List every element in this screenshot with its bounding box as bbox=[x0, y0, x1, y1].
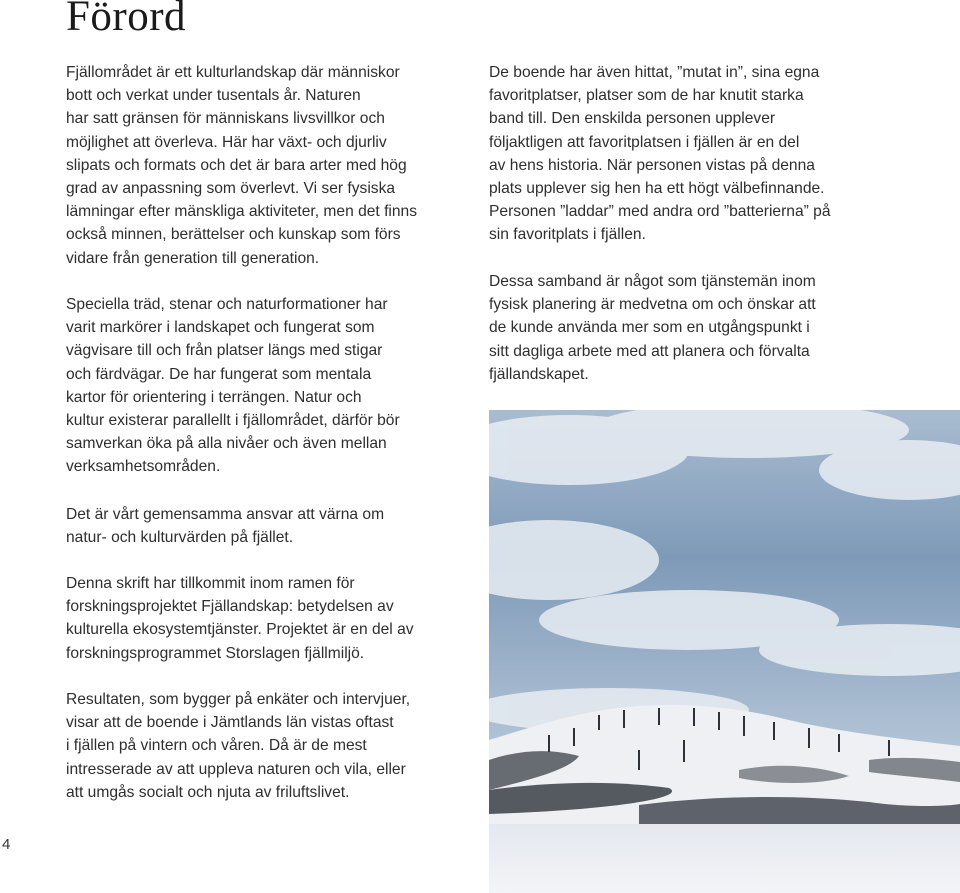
paragraph-results: Resultaten, som bygger på enkäter och intervjuer, visar att de boende i Jämtlands län vistas oftast i fjällen på vintern och våren. Då är de mest intresserade av att uppleva naturen och vila, eller att umgås socialt och njuta av friluftslivet. bbox=[66, 691, 411, 801]
paragraph-markers: Speciella träd, stenar och naturformationer har varit markörer i landskapet och fungerat som vägvisare till och från platser längs med stigar och färdvägar. De har fungerat som mentala kartor för orientering i terrängen. Natur och kultur existerar parallellt i fjällområdet, därför bör samverkan öka på alla nivåer och även mellan verksamhetsområden. bbox=[66, 296, 400, 476]
winter-landscape-photo bbox=[489, 410, 960, 893]
page-title: Förord bbox=[66, 0, 187, 40]
paragraph-intro: Fjällområdet är ett kulturlandskap där människor bott och verkat under tusentals år. Naturen har satt gränsen för människans livsvillkor och möjlighet att överleva. Här har växt- och djurliv slipats och formats och det är bara arter med hög grad av anpassning som överlevt. Vi ser fysiska lämningar efter mänskliga aktiviteter, men det finns också minnen, berättelser och kunskap som förs vidare från generation till generation. bbox=[66, 64, 418, 267]
paragraph-planning: Dessa samband är något som tjänstemän inom fysisk planering är medvetna om och önskar att de kunde använda mer som en utgångspunkt i sitt dagliga arbete med att planera och förvalta fjällandskapet. bbox=[489, 273, 816, 383]
paragraph-project: Denna skrift har tillkommit inom ramen för forskningsprojektet Fjällandskap: betydelsen av kulturella ekosystemtjänster. Projektet är en del av forskningsprogrammet Storslagen fjällmiljö. bbox=[66, 575, 414, 662]
paragraph-favorite-places: De boende har även hittat, ”mutat in”, sina egna favoritplatser, platser som de har knutit starka band till. Den enskilda personen upplever följaktligen att favoritplatsen i fjällen är en del av hens historia. När personen vistas på denna plats upplever sig hen ha ett högt välbefinnande. Personen ”laddar” med andra ord ”batterierna” på sin favoritplats i fjällen. bbox=[489, 64, 831, 244]
page-number: 4 bbox=[2, 836, 11, 853]
frozen-lake bbox=[489, 824, 960, 893]
paragraph-responsibility: Det är vårt gemensamma ansvar att värna om natur- och kulturvärden på fjället. bbox=[66, 506, 385, 547]
